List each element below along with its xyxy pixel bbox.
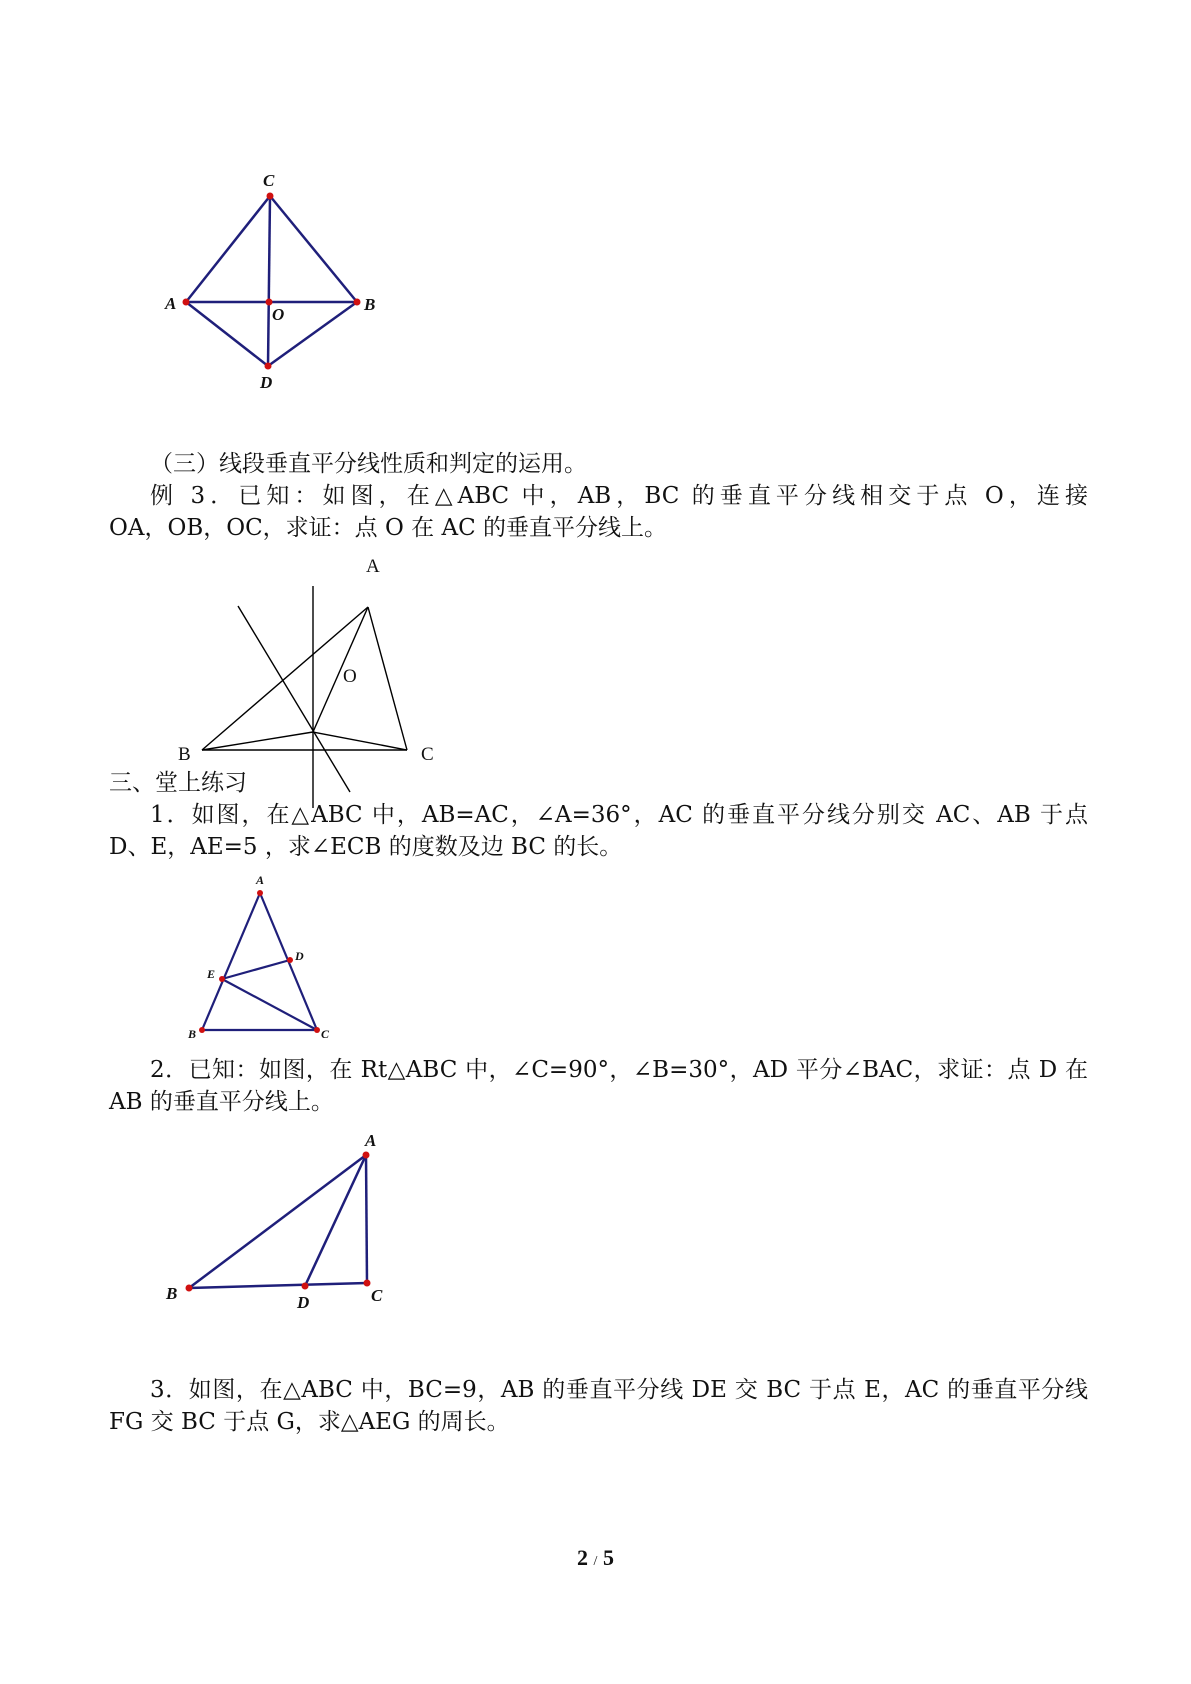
label-b: B [188,1027,197,1041]
example3-line1: 例 3．已知：如图，在△ABC 中，AB，BC 的垂直平分线相交于点 O，连接 [150,483,1088,509]
point-e [219,976,225,982]
point-c [314,1027,320,1033]
point-c [364,1280,371,1287]
point-b [199,1027,205,1033]
segment-oc [313,732,407,750]
point-b [354,299,361,306]
question2-line2: AB 的垂直平分线上。 [109,1089,334,1115]
point-o [266,299,273,306]
label-o: O [343,666,357,687]
point-a [183,299,190,306]
page-separator: / [593,1554,598,1569]
bisector-ab [238,606,350,792]
practice-heading: 三、堂上练习 [109,770,247,796]
segment-ac [368,607,407,750]
segment-cd [268,196,270,366]
segment-ac [260,893,317,1030]
point-d [287,957,293,963]
segment-ob [202,732,313,750]
question3-line2: FG 交 BC 于点 G，求△AEG 的周长。 [109,1409,510,1435]
label-a: A [165,294,177,313]
label-d: D [260,373,273,392]
label-c: C [321,1027,330,1041]
label-d: D [295,949,304,963]
point-a [363,1152,370,1159]
label-c: C [421,744,434,765]
label-c: C [263,171,275,190]
label-b: B [178,744,191,765]
segment-ab [202,893,260,1030]
segment-bd [268,302,357,366]
label-o: O [272,305,285,324]
segment-ab [189,1155,366,1288]
example3-line2: OA，OB，OC，求证：点 O 在 AC 的垂直平分线上。 [109,515,667,541]
label-e: E [207,967,216,981]
segment-oa [313,607,368,732]
segment-ca [186,196,270,302]
label-b: B [166,1284,178,1303]
segment-bc [189,1283,367,1288]
point-d [302,1283,309,1290]
question1-line1: 1．如图，在△ABC 中，AB=AC，∠A=36°，AC 的垂直平分线分别交 AC、AB 于点 [150,802,1088,828]
point-d [265,363,272,370]
segment-ab [202,607,368,750]
label-a: A [365,1131,377,1150]
label-c: C [371,1286,383,1305]
label-a: A [256,873,265,887]
segment-ed [222,960,290,979]
label-d: D [297,1293,310,1312]
question3-line1: 3．如图，在△ABC 中，BC=9，AB 的垂直平分线 DE 交 BC 于点 E，AC 的垂直平分线 [150,1377,1088,1403]
page-current: 2 [577,1545,589,1570]
segment-cb [270,196,357,302]
question2-line1: 2．已知：如图，在 Rt△ABC 中，∠C=90°，∠B=30°，AD 平分∠BAC，求证：点 D 在 [150,1057,1088,1083]
page-number [0,1545,1191,1571]
page-total: 5 [602,1545,614,1570]
point-b [186,1285,193,1292]
question1-line2: D、E，AE=5 ，求∠ECB 的度数及边 BC 的长。 [109,834,623,860]
section-heading: （三）线段垂直平分线性质和判定的运用。 [150,451,587,477]
segment-ad [305,1155,366,1286]
segment-ad [186,302,268,366]
point-c [267,193,274,200]
label-a: A [366,556,380,577]
segment-ec [222,979,317,1030]
point-a [257,890,263,896]
label-b: B [364,295,376,314]
segment-ac [366,1155,367,1283]
